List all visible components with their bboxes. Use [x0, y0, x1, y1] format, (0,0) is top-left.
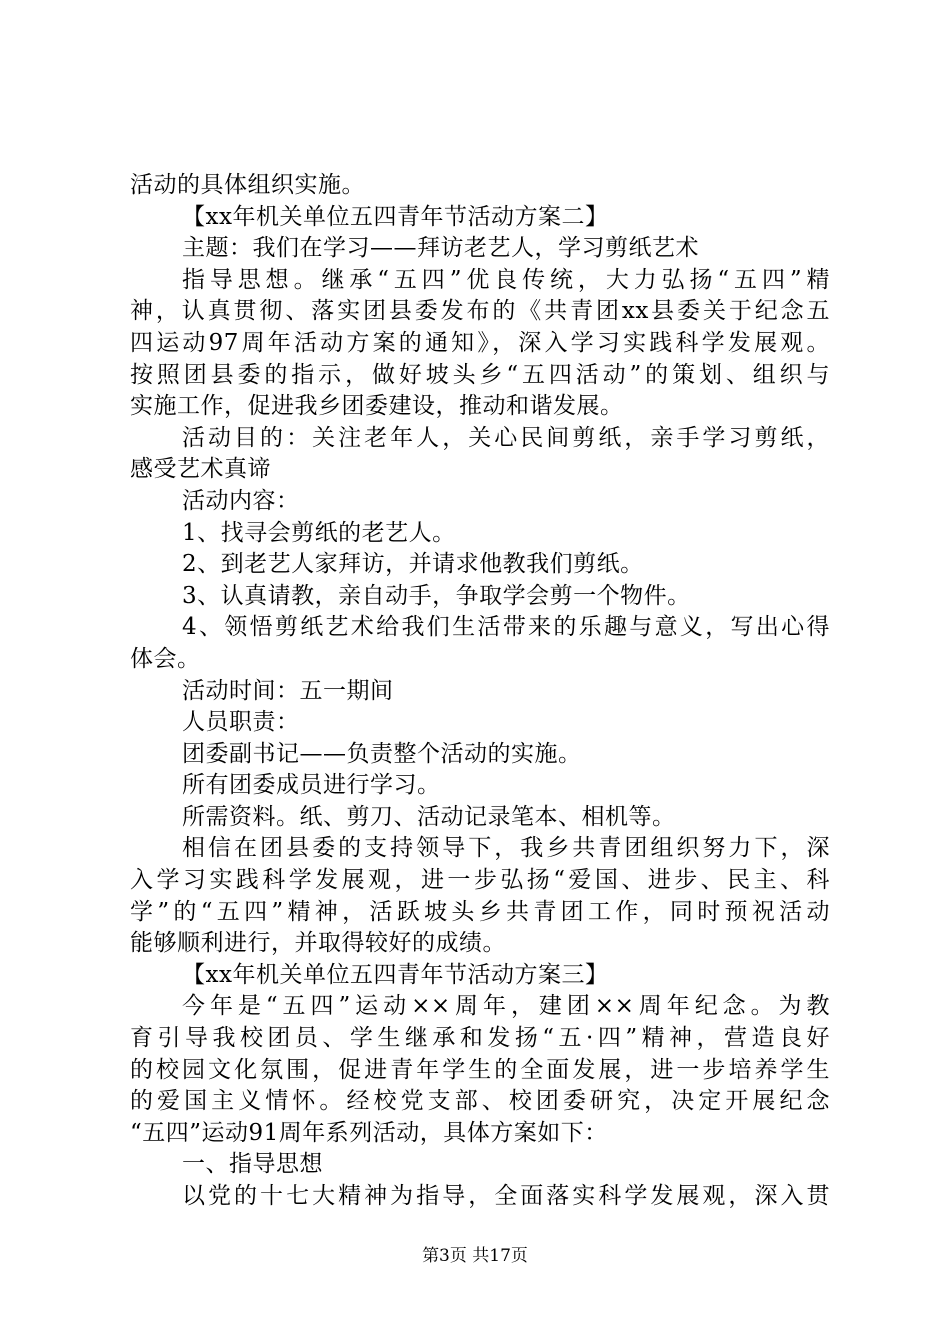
text-line: 所有团委成员进行学习。: [182, 772, 441, 799]
text-line: 所需资料。纸、剪刀、活动记录笔本、相机等。: [182, 803, 676, 830]
text-line: 学”的“五四”精神，活跃坡头乡共青团工作，同时预祝活动: [130, 898, 830, 925]
text-line: 活动时间：五一期间: [182, 677, 394, 704]
text-line: 四运动97周年活动方案的通知》，深入学习实践科学发展观。: [130, 329, 830, 356]
text-line: 活动目的：关注老年人，关心民间剪纸，亲手学习剪纸，: [182, 424, 830, 451]
text-line: 【xx年机关单位五四青年节活动方案二】: [182, 203, 609, 230]
text-line: 感受艺术真谛: [130, 456, 271, 483]
text-line: 指导思想。继承“五四”优良传统，大力弘扬“五四”精: [182, 266, 830, 293]
text-line: 的校园文化氛围，促进青年学生的全面发展，进一步培养学生: [130, 1056, 830, 1083]
text-line: 相信在团县委的支持领导下，我乡共青团组织努力下，深: [182, 835, 830, 862]
text-line: 活动内容：: [182, 487, 300, 514]
text-line: 2、到老艺人家拜访，并请求他教我们剪纸。: [182, 551, 644, 578]
page-footer: 第3页 共17页: [422, 1246, 528, 1266]
text-line: 【xx年机关单位五四青年节活动方案三】: [182, 961, 609, 988]
text-line: 主题：我们在学习——拜访老艺人，学习剪纸艺术: [182, 235, 699, 262]
text-line: 1、找寻会剪纸的老艺人。: [182, 519, 456, 546]
text-line: 4、领悟剪纸艺术给我们生活带来的乐趣与意义，写出心得: [182, 614, 830, 641]
text-line: 神，认真贯彻、落实团县委发布的《共青团xx县委关于纪念五: [130, 298, 830, 325]
text-line: 能够顺利进行，并取得较好的成绩。: [130, 930, 506, 957]
text-line: 的爱国主义情怀。经校党支部、校团委研究，决定开展纪念: [130, 1088, 830, 1115]
text-line: “五四”运动91周年系列活动，具体方案如下：: [130, 1119, 608, 1146]
text-line: 入学习实践科学发展观，进一步弘扬“爱国、进步、民主、科: [130, 867, 830, 894]
text-line: 人员职责：: [182, 709, 300, 736]
text-line: 活动的具体组织实施。: [130, 172, 365, 198]
text-line: 体会。: [130, 645, 201, 672]
text-line: 今年是“五四”运动××周年，建团××周年纪念。为教: [182, 993, 830, 1020]
text-line: 3、认真请教，亲自动手，争取学会剪一个物件。: [182, 582, 691, 609]
text-line: 团委副书记——负责整个活动的实施。: [182, 740, 582, 767]
text-line: 一、指导思想: [182, 1151, 323, 1178]
text-line: 以党的十七大精神为指导，全面落实科学发展观，深入贯: [182, 1183, 830, 1209]
text-line: 实施工作，促进我乡团委建设，推动和谐发展。: [130, 393, 624, 420]
document-body: [130, 170, 830, 1213]
text-line: 育引导我校团员、学生继承和发扬“五·四”精神，营造良好: [130, 1025, 830, 1052]
text-line: 按照团县委的指示，做好坡头乡“五四活动”的策划、组织与: [130, 361, 830, 388]
